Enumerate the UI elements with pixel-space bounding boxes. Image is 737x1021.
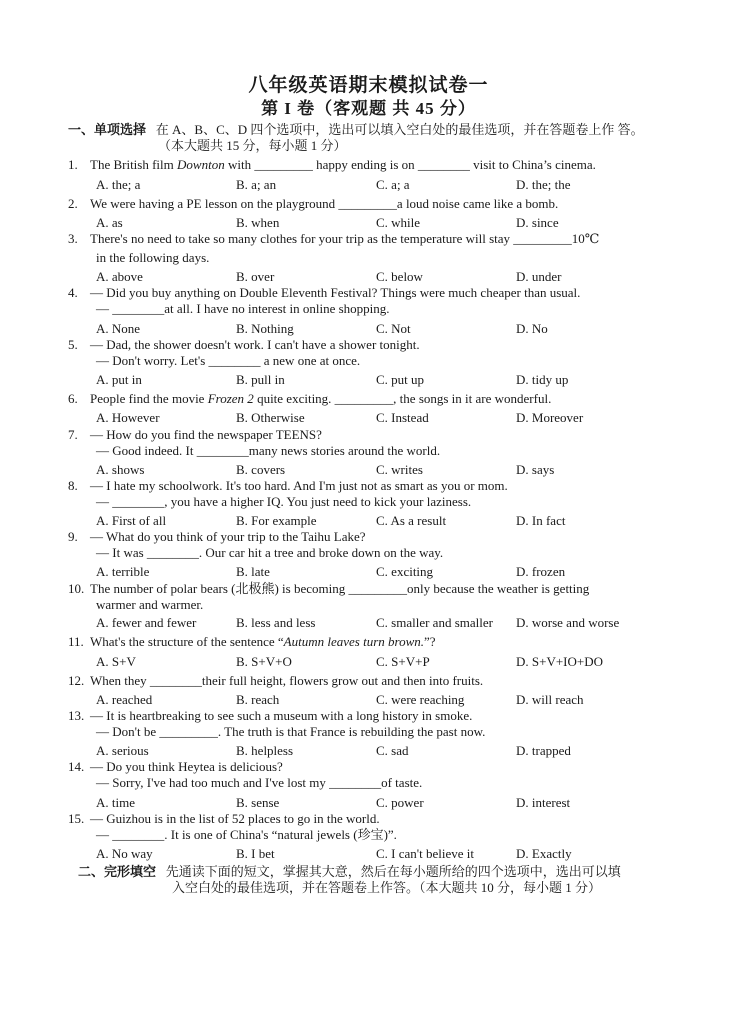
question-text: — How do you find the newspaper TEENS? [90, 427, 322, 442]
option-c: C. S+V+P [376, 654, 430, 669]
option-d: D. worse and worse [516, 615, 620, 630]
option-row [96, 215, 656, 231]
option-d: D. the; the [516, 177, 571, 192]
question-italic: Autumn leaves turn brown. [283, 634, 424, 649]
option-c: C. were reaching [376, 692, 465, 707]
question-text: — What do you think of your trip to the Taihu Lake? [90, 529, 366, 544]
section2-label: 二、完形填空 [78, 864, 157, 879]
option-a: A. terrible [96, 564, 150, 579]
question-text: There's no need to take so many clothes for your trip as the temperature will stay _________10℃ [90, 231, 600, 246]
question-9 [68, 529, 366, 545]
option-b: B. sense [236, 795, 280, 810]
question-number: 9. [68, 529, 78, 544]
question-continuation: — ________. It is one of China's “natural jewels (珍宝)”. [96, 827, 397, 842]
option-b: B. when [236, 215, 280, 230]
section2-instruction-line2: 入空白处的最佳选项，并在答题卷上作答。（本大题共 10 分，每小题 1 分） [172, 880, 602, 895]
option-a: A. No way [96, 846, 153, 861]
option-row [96, 564, 656, 580]
option-row [96, 513, 656, 529]
question-number: 3. [68, 231, 78, 246]
option-c: C. a; a [376, 177, 410, 192]
option-c: C. smaller and smaller [376, 615, 493, 630]
option-a: A. First of all [96, 513, 167, 528]
option-a: A. above [96, 269, 143, 284]
question-text: quite exciting. _________, the songs in it are wonderful. [253, 391, 552, 406]
option-row [96, 795, 656, 811]
question-continuation: — Sorry, I've had too much and I've lost my ________of taste. [96, 775, 423, 790]
option-d: D. In fact [516, 513, 566, 528]
option-b: B. pull in [236, 372, 285, 387]
option-c: C. while [376, 215, 421, 230]
question-number: 11. [68, 634, 84, 649]
option-a: A. fewer and fewer [96, 615, 197, 630]
question-text: What's the structure of the sentence “ [90, 634, 284, 649]
question-10 [68, 581, 589, 597]
question-text: with _________ happy ending is on ________ visit to China’s cinema. [224, 157, 596, 172]
question-number: 1. [68, 157, 78, 172]
question-number: 2. [68, 196, 78, 211]
section1-header [68, 122, 708, 138]
question-number: 6. [68, 391, 78, 406]
question-italic: Frozen 2 [207, 391, 254, 406]
question-6 [68, 391, 551, 407]
option-d: D. under [516, 269, 562, 284]
option-row [96, 372, 656, 388]
question-continuation: in the following days. [96, 250, 210, 265]
question-text: — Did you buy anything on Double Eleventh Festival? Things were much cheaper than usual. [90, 285, 581, 300]
question-number: 5. [68, 337, 78, 352]
question-11 [68, 634, 436, 650]
question-number: 15. [68, 811, 85, 826]
question-15 [68, 811, 380, 827]
question-number: 10. [68, 581, 85, 596]
option-c: C. sad [376, 743, 409, 758]
option-b: B. over [236, 269, 275, 284]
question-continuation: — ________at all. I have no interest in online shopping. [96, 301, 390, 316]
section2-instruction: 先通读下面的短文，掌握其大意，然后在每小题所给的四个选项中，选出可以填 [165, 864, 621, 879]
question-italic: Downton [177, 157, 225, 172]
question-continuation: — Don't be _________. The truth is that France is rebuilding the past now. [96, 724, 486, 739]
option-a: A. shows [96, 462, 145, 477]
section1-note: （本大题共 15 分，每小题 1 分） [158, 138, 347, 153]
option-c: C. exciting [376, 564, 434, 579]
option-row [96, 269, 656, 285]
option-b: B. I bet [236, 846, 275, 861]
option-row [96, 462, 656, 478]
option-d: D. interest [516, 795, 571, 810]
question-text: The British film [90, 157, 178, 172]
question-continuation: warmer and warmer. [96, 597, 204, 612]
question-2 [68, 196, 558, 212]
question-text: When they ________their full height, flowers grow out and then into fruits. [90, 673, 484, 688]
question-5 [68, 337, 420, 353]
option-a: A. put in [96, 372, 142, 387]
option-b: B. helpless [236, 743, 294, 758]
option-a: A. None [96, 321, 141, 336]
question-continuation: — Don't worry. Let's ________ a new one at once. [96, 353, 361, 368]
question-text: — Guizhou is in the list of 52 places to go in the world. [90, 811, 380, 826]
option-d: D. since [516, 215, 559, 230]
option-b: B. late [236, 564, 270, 579]
question-text: We were having a PE lesson on the playground _________a loud noise came like a bomb. [90, 196, 559, 211]
option-d: D. Moreover [516, 410, 584, 425]
option-row [96, 321, 656, 337]
question-3 [68, 231, 599, 247]
question-number: 14. [68, 759, 85, 774]
option-row [96, 410, 656, 426]
question-text: The number of polar bears (北极熊) is becoming _________only because the weather is getting [90, 581, 590, 596]
question-number: 12. [68, 673, 85, 688]
option-row [96, 846, 656, 862]
question-1 [68, 157, 596, 173]
option-b: B. reach [236, 692, 280, 707]
option-c: C. writes [376, 462, 423, 477]
option-b: B. a; an [236, 177, 277, 192]
option-c: C. put up [376, 372, 425, 387]
option-row [96, 177, 656, 193]
option-a: A. reached [96, 692, 153, 707]
section2-header [78, 864, 718, 880]
option-c: C. I can't believe it [376, 846, 475, 861]
option-row [96, 692, 656, 708]
question-continuation: — It was ________. Our car hit a tree and broke down on the way. [96, 545, 444, 560]
option-c: C. Instead [376, 410, 429, 425]
option-d: D. says [516, 462, 555, 477]
question-8 [68, 478, 508, 494]
question-text: — Dad, the shower doesn't work. I can't have a shower tonight. [90, 337, 420, 352]
question-text: People find the movie [90, 391, 208, 406]
question-number: 7. [68, 427, 78, 442]
option-b: B. For example [236, 513, 317, 528]
question-4 [68, 285, 580, 301]
question-text: — I hate my schoolwork. It's too hard. And I'm just not as smart as you or mom. [90, 478, 508, 493]
option-c: C. power [376, 795, 424, 810]
option-d: D. S+V+IO+DO [516, 654, 603, 669]
question-text: ”? [424, 634, 436, 649]
option-d: D. tidy up [516, 372, 569, 387]
option-row [96, 654, 656, 670]
question-12 [68, 673, 483, 689]
option-d: D. Exactly [516, 846, 572, 861]
option-b: B. less and less [236, 615, 316, 630]
option-d: D. frozen [516, 564, 566, 579]
section1-label: 一、单项选择 [68, 122, 147, 137]
question-7 [68, 427, 322, 443]
question-14 [68, 759, 283, 775]
option-a: A. serious [96, 743, 149, 758]
exam-subtitle: 第 I 卷（客观题 共 45 分） [261, 99, 476, 118]
option-a: A. S+V [96, 654, 136, 669]
question-number: 8. [68, 478, 78, 493]
exam-title: 八年级英语期末模拟试卷一 [248, 75, 489, 96]
question-number: 4. [68, 285, 78, 300]
option-b: B. covers [236, 462, 286, 477]
option-row [96, 743, 656, 759]
question-text: — It is heartbreaking to see such a museum with a long history in smoke. [90, 708, 473, 723]
option-a: A. the; a [96, 177, 141, 192]
option-c: C. below [376, 269, 423, 284]
option-a: A. However [96, 410, 160, 425]
question-continuation: — ________, you have a higher IQ. You just need to kick your laziness. [96, 494, 472, 509]
option-d: D. No [516, 321, 548, 336]
option-b: B. Nothing [236, 321, 294, 336]
question-number: 13. [68, 708, 85, 723]
section1-instruction: 在 A、B、C、D 四个选项中，选出可以填入空白处的最佳选项，并在答题卷上作 答。 [155, 122, 644, 137]
option-b: B. S+V+O [236, 654, 292, 669]
option-a: A. time [96, 795, 135, 810]
option-b: B. Otherwise [236, 410, 305, 425]
question-text: — Do you think Heytea is delicious? [90, 759, 283, 774]
option-c: C. As a result [376, 513, 447, 528]
option-row [96, 615, 656, 631]
option-d: D. trapped [516, 743, 571, 758]
option-d: D. will reach [516, 692, 584, 707]
question-13 [68, 708, 472, 724]
question-continuation: — Good indeed. It ________many news stories around the world. [96, 443, 441, 458]
option-a: A. as [96, 215, 123, 230]
option-c: C. Not [376, 321, 411, 336]
